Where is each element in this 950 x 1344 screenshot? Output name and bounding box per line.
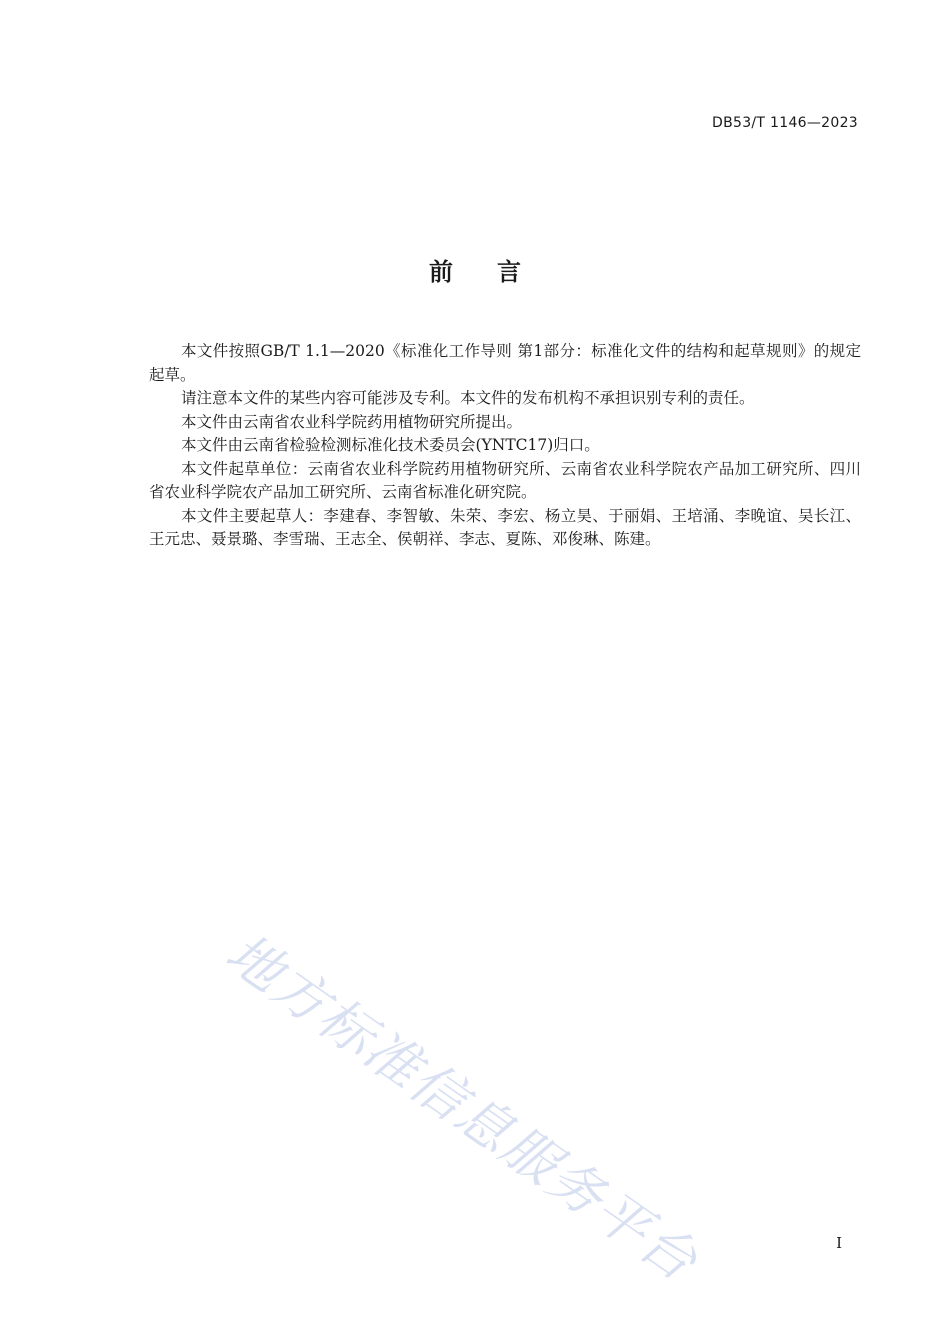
paragraph-drafting-units: 本文件起草单位：云南省农业科学院药用植物研究所、云南省农业科学院农产品加工研究所、四川省农业科学院农产品加工研究所、云南省标准化研究院。 [149,459,861,501]
foreword-body [149,340,861,552]
paragraph-proposer: 本文件由云南省农业科学院药用植物研究所提出。 [181,412,523,431]
watermark: 地方标准信息服务平台 [214,920,710,1294]
paragraph-administrator: 本文件由云南省检验检测标准化技术委员会(YNTC17)归口。 [181,436,600,454]
paragraph-drafters: 本文件主要起草人：李建春、李智敏、朱荣、李宏、杨立昊、于丽娟、王培涌、李晚谊、吴长江、王元忠、聂景璐、李雪瑞、王志全、侯朝祥、李志、夏陈、邓俊琳、陈建。 [149,506,861,548]
document-code: DB53/T 1146—2023 [712,115,858,131]
paragraph-patent-notice: 请注意本文件的某些内容可能涉及专利。本文件的发布机构不承担识别专利的责任。 [181,389,755,407]
page-number: I [836,1234,842,1252]
paragraph-drafting-rules: 本文件按照GB/T 1.1—2020《标准化工作导则 第1部分：标准化文件的结构和起草规则》的规定起草。 [149,342,861,384]
page-title: 前言 [429,258,565,286]
